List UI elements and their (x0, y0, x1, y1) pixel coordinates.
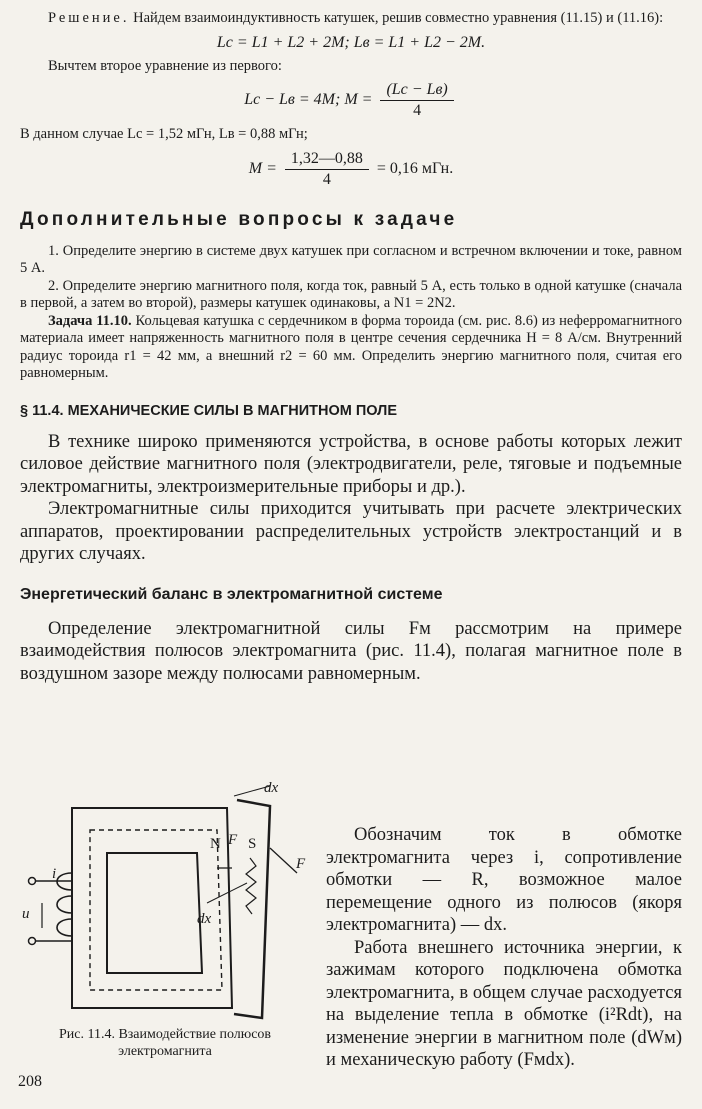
label-f2: F (296, 856, 306, 872)
lower-block (20, 758, 682, 1078)
equation-2-numerator: (Lс − Lв) (380, 81, 453, 101)
label-u: u (22, 906, 30, 922)
figure-caption: Рис. 11.4. Взаимодействие полюсов электромагнита (58, 1027, 272, 1059)
label-f1: F (228, 832, 238, 848)
equation-2-denominator: 4 (413, 102, 422, 119)
equation-3-denominator: 4 (322, 170, 331, 188)
section-heading: § 11.4. МЕХАНИЧЕСКИЕ СИЛЫ В МАГНИТНОМ ПОЛЕ (20, 402, 398, 419)
page-content (20, 10, 682, 685)
solution-intro (20, 10, 682, 28)
label-dx-side: dx (197, 911, 212, 927)
question-1: 1. Определите энергию в системе двух катушек при согласном и встречном включении и токе, равном 5 А. (20, 242, 682, 276)
equation-2-left: Lс − Lв = 4M; M = (244, 91, 377, 109)
equation-3-fraction (285, 150, 369, 189)
section-paragraph-2: Электромагнитные силы приходится учитывать при расчете электрических аппаратов, проектировании распределительных устройств электростанций и в других случаях. (20, 499, 682, 564)
task-text: Кольцевая катушка с сердечником в форма тороида (см. рис. 8.6) из неферромагнитного материала имеет напряженность магнитного поля в центре сечения сердечника H = 8 А/см. Внутренний радиус тороида r1 = 42 мм, а внешний r2 = 60 мм. Определить энергию магнитного поля, считая его равномерным. (20, 312, 682, 381)
equation-2-fraction (380, 81, 453, 120)
subsection-heading: Энергетический баланс в электромагнитной системе (20, 585, 443, 603)
question-2: 2. Определите энергию магнитного поля, когда ток, равный 5 А, есть только в одной катушке (сначала в первой, а затем во второй), размеры катушек одинаковы, а N1 = 2N2. (20, 277, 682, 311)
subsection-paragraph-3: Работа внешнего источника энергии, к зажимам которого подключена обмотка электромагнита, в общем случае расходуется на выделение тепла в обмотке (i²Rdt), на изменение энергии в магнитном поле (dWм) и механическую работу (Fмdx). (326, 937, 682, 1070)
label-s: S (248, 836, 257, 852)
equation-3-numerator: 1,32—0,88 (285, 150, 369, 170)
subsection-paragraph-1: Определение электромагнитной силы Fм рассмотрим на примере взаимодействия полюсов электромагнита (рис. 11.4), полагая магнитное поле в воздушном зазоре между полюсами равномерным. (20, 618, 682, 684)
extra-questions-heading: Дополнительные вопросы к задаче (20, 208, 458, 230)
subsection-paragraph-2: Обозначим ток в обмотке электромагнита через i, сопротивление обмотки — R, возможное малое перемещение одного из полюсов (якоря электромагнита) — dx. (326, 825, 682, 935)
label-i: i (52, 866, 57, 882)
label-n: N (210, 836, 221, 852)
solution-text: Найдем взаимоиндуктивность катушек, решив совместно уравнения (11.15) и (11.16): (129, 10, 664, 26)
label-dx-top: dx (264, 780, 279, 796)
subsection-paragraph-1-start (20, 618, 682, 686)
equation-3 (20, 150, 682, 189)
subtract-text: Вычтем второе уравнение из первого: (48, 57, 282, 74)
section-paragraph-1: В технике широко применяются устройства, в основе работы которых лежит силовое действие магнитного поля (электродвигатели, реле, тяговые и подъемные электромагниты, электроизмерительные приборы и др.). (20, 431, 682, 497)
page-number: 208 (18, 1073, 42, 1090)
equation-1: Lс = L1 + L2 + 2M; Lв = L1 + L2 − 2M. (216, 33, 486, 51)
electromagnet-figure (12, 778, 312, 1028)
equation-3-right: = 0,16 мГн. (376, 159, 454, 177)
given-text: В данном случае Lс = 1,52 мГн, Lв = 0,88 мГн; (20, 126, 308, 142)
task-11-10 (20, 313, 682, 383)
equation-3-left: M = (248, 159, 281, 177)
task-label: Задача 11.10. (48, 312, 132, 329)
solution-lead: Решение. (48, 10, 130, 26)
right-column (326, 758, 682, 1072)
equation-2 (20, 81, 682, 120)
